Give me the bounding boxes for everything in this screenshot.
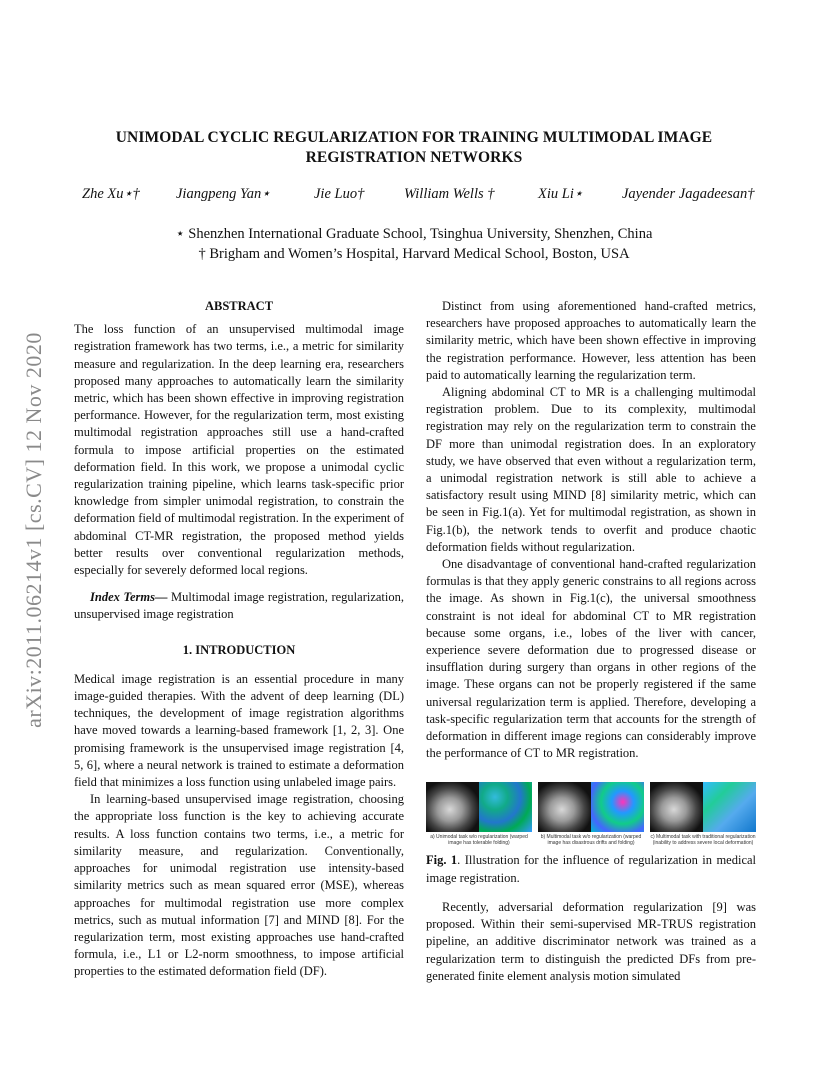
figure-caption-text: . Illustration for the influence of regularization in medical image registration.	[426, 853, 757, 885]
author: Xiu Li⋆	[538, 186, 583, 202]
ct-image	[538, 782, 591, 832]
deformation-field-image	[703, 782, 756, 832]
author: Jie Luo†	[314, 186, 365, 202]
figure-panel-c	[650, 782, 756, 846]
body-paragraph: One disadvantage of conventional hand-crafted regularization formulas is that they apply generic constrains to all regions across the image. As shown in Fig.1(c), the universal smoothness constraint is not ideal for abdominal CT to MR registration because some organs, i.e., lobes of the liver with cancer, experience severe deformation due to progressed disease or insufflation during surgery than organs in other regions of the image. These organs can not be properly registered if the same universal regularization term is applied. Therefore, developing a task-specific regularization term that accounts for the strength of deformation in different image regions can considerably improve the performance of CT to MR registration.	[426, 557, 756, 761]
panel-caption: b) Multimodal task w/o regularization (warped image has disastrous drifts and folding)	[540, 834, 642, 847]
deformation-field-image	[591, 782, 644, 832]
affiliations	[60, 224, 768, 264]
right-column	[426, 298, 756, 985]
author: William Wells †	[404, 186, 495, 202]
ct-image	[650, 782, 703, 832]
ct-image	[426, 782, 479, 832]
abstract-heading: ABSTRACT	[204, 299, 274, 313]
author: Jayender Jagadeesan†	[622, 186, 755, 202]
body-paragraph: Distinct from using aforementioned hand-crafted metrics, researchers have proposed approaches to automatically learn the similarity metric, which have been shown effective in improving the registration performance. However, less attention has been paid to automatically learning the regularization term.	[426, 299, 756, 382]
intro-paragraph: Medical image registration is an essential procedure in many image-guided therapies. With the advent of deep learning (DL) techniques, the development of image registration algorithms have moved towards a learning-based framework [1, 2, 3]. One promising framework is the unsupervised image registration [4, 5, 6], where a neural network is trained to estimate a deformation field that minimizes a loss function using unlabeled image pairs.	[74, 671, 404, 790]
figure-label: Fig. 1	[426, 853, 458, 868]
intro-heading: 1. INTRODUCTION	[182, 642, 296, 657]
arxiv-sidebar	[14, 280, 54, 780]
deformation-field-image	[479, 782, 532, 832]
author: Zhe Xu⋆†	[82, 186, 140, 202]
panel-caption: a) Unimodal task w/o regularization (warped image has tolerable folding)	[430, 834, 528, 847]
left-column	[74, 298, 404, 981]
index-terms-text: Multimodal image registration, regularization, unsupervised image registration	[74, 590, 404, 622]
intro-paragraph: In learning-based unsupervised image registration, choosing the appropriate loss function is the key to achieving accurate results. A loss function contains two terms, i.e., a metric for similarity measure, and regularization. Conventionally, approaches for unimodal registration use intensity-based similarity metrics such as mean squared error (MSE), whereas approaches for multimodal registration use more complex metrics, such as mutual information [7] and MIND [8]. For the regularization term, most existing approaches use hand-crafted formula, i.e., L1 or L2-norm smoothness, to impose artificial properties to the estimated deformation field (DF).	[74, 792, 404, 979]
index-terms	[74, 589, 404, 623]
figure-panel-b	[538, 782, 644, 846]
author: Jiangpeng Yan⋆	[176, 186, 271, 202]
figure-1	[426, 782, 756, 846]
arxiv-identifier: arXiv:2011.06214v1 [cs.CV] 12 Nov 2020	[21, 332, 46, 728]
index-terms-label: Index Terms—	[90, 590, 168, 605]
body-paragraph: Recently, adversarial deformation regularization [9] was proposed. Within their semi-supervised MR-TRUS registration pipeline, an additive discriminator network was trained as a regularization term to distinguish the predicted DFs from pre-generated finite element analysis motion simulated	[426, 899, 756, 983]
paper-title: UNIMODAL CYCLIC REGULARIZATION FOR TRAINING MULTIMODAL IMAGE REGISTRATION NETWORKS	[115, 129, 713, 166]
affiliation: † Brigham and Women’s Hospital, Harvard Medical School, Boston, USA	[198, 246, 630, 262]
abstract-text: The loss function of an unsupervised multimodal image registration framework has two terms, i.e., a metric for similarity measure and regularization. In the deep learning era, researchers proposed many approaches to automatically learn the similarity metric, which has been shown effective in improving registration performance. However, for the regularization term, most existing multimodal registration approaches still use a hand-crafted formula to impose artificial properties on the estimated deformation field. In this work, we propose a unimodal cyclic regularization training pipeline, which learns task-specific prior knowledge from simpler unimodal registration, to constrain the deformation field of multimodal registration. In the experiment of abdominal CT-MR registration, the proposed method yields better results over conventional regularization methods, especially for severely deformed local regions.	[74, 322, 404, 578]
figure-panel-a	[426, 782, 532, 846]
affiliation: ⋆ Shenzhen International Graduate School, Tsinghua University, Shenzhen, China	[175, 226, 653, 242]
body-paragraph: Aligning abdominal CT to MR is a challenging multimodal registration problem. Due to its complexity, multimodal registration may rely on the regularization term to constrain the DF more than unimodal registration does. In an exploratory study, we have observed that even without a regularization term, a unimodal registration network is still able to achieve a satisfactory result using MIND [8] similarity metric, which can be seen in Fig.1(a). Yet for multimodal registration, as shown in Fig.1(b), the network tends to overfit and produce chaotic deformation fields without regularization.	[426, 385, 756, 554]
panel-caption: c) Multimodal task with traditional regularization (inability to address severe local deformation)	[650, 834, 756, 847]
figure-caption	[426, 852, 756, 886]
